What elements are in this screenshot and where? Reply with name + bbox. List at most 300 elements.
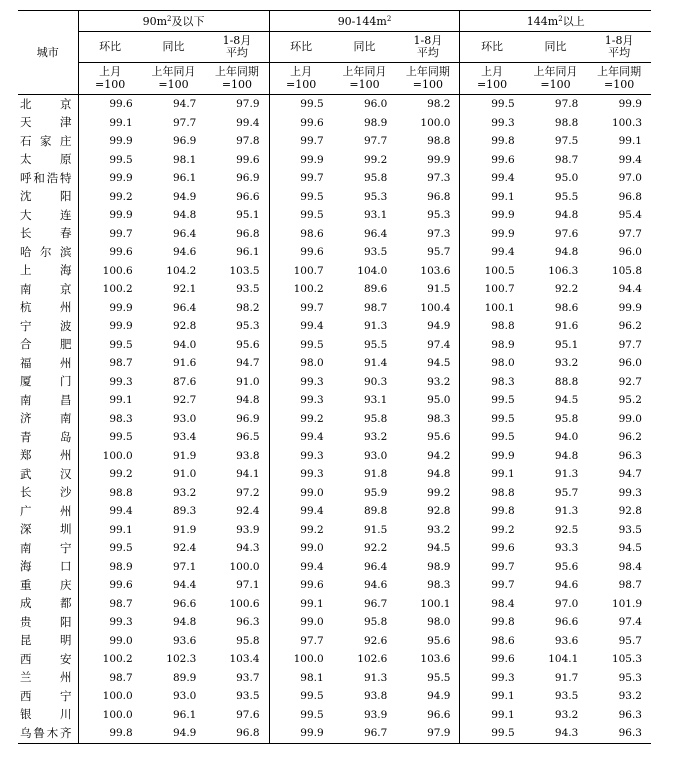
index-value: 96.3 bbox=[618, 708, 642, 721]
table-row bbox=[18, 613, 651, 632]
index-value: 95.6 bbox=[236, 338, 260, 351]
index-value: 98.8 bbox=[427, 135, 451, 147]
index-value: 99.5 bbox=[460, 391, 524, 410]
city-name: 长春 bbox=[20, 226, 72, 240]
base-label: 上年同月 bbox=[533, 65, 578, 79]
metric-label-line2: 平均 bbox=[608, 46, 631, 59]
index-value: 98.2 bbox=[236, 301, 260, 314]
index-value: 94.8 bbox=[236, 394, 260, 406]
index-value: 94.3 bbox=[236, 542, 260, 554]
index-value: 101.9 bbox=[611, 597, 642, 610]
index-value: 90.3 bbox=[363, 375, 388, 388]
index-value: 99.8 bbox=[460, 502, 524, 521]
index-value: 99.2 bbox=[269, 410, 333, 429]
index-value: 96.8 bbox=[427, 190, 451, 203]
city-name: 青岛 bbox=[20, 429, 72, 444]
city-name: 南宁 bbox=[20, 540, 72, 555]
index-value: 94.0 bbox=[554, 431, 579, 443]
index-value: 99.6 bbox=[269, 576, 333, 595]
index-value: 105.8 bbox=[611, 264, 642, 277]
table-row bbox=[18, 132, 651, 151]
index-value: 98.8 bbox=[78, 484, 142, 503]
table-row bbox=[18, 428, 651, 447]
table-row bbox=[18, 354, 651, 373]
index-value: 93.1 bbox=[363, 209, 388, 221]
index-value: 97.3 bbox=[427, 227, 451, 240]
base-label: 上月 bbox=[290, 65, 313, 79]
city-name: 济南 bbox=[20, 411, 72, 425]
index-value: 94.8 bbox=[554, 209, 579, 221]
index-value: 99.5 bbox=[460, 410, 524, 429]
table-row bbox=[18, 484, 651, 503]
index-value: 96.6 bbox=[172, 597, 197, 610]
index-value: 99.9 bbox=[460, 447, 524, 466]
index-value: 100.0 bbox=[78, 706, 142, 725]
index-value: 94.9 bbox=[427, 320, 451, 332]
table-row bbox=[18, 539, 651, 558]
index-value: 93.2 bbox=[427, 375, 451, 388]
index-value: 96.6 bbox=[554, 616, 579, 628]
index-value: 99.7 bbox=[460, 576, 524, 595]
table-row bbox=[18, 262, 651, 281]
index-value: 99.3 bbox=[269, 447, 333, 466]
metric-label-line2: 平均 bbox=[225, 46, 248, 59]
index-value: 96.1 bbox=[236, 246, 260, 258]
index-value: 99.2 bbox=[78, 465, 142, 484]
index-value: 94.0 bbox=[172, 338, 197, 351]
index-value: 93.3 bbox=[554, 542, 579, 554]
index-value: 99.7 bbox=[269, 132, 333, 151]
city-name: 厦门 bbox=[20, 374, 72, 388]
index-value: 96.6 bbox=[427, 708, 451, 721]
index-value: 100.1 bbox=[420, 597, 451, 610]
index-value: 93.2 bbox=[554, 708, 579, 721]
index-value: 103.6 bbox=[420, 653, 451, 665]
index-value: 99.1 bbox=[78, 114, 142, 133]
table-row bbox=[18, 632, 651, 651]
index-value: 96.9 bbox=[236, 412, 260, 425]
index-value: 99.9 bbox=[618, 301, 642, 314]
city-name: 大连 bbox=[20, 207, 72, 222]
base-label: 上年同期 bbox=[597, 65, 642, 79]
metric-label: 环比 bbox=[290, 39, 313, 53]
index-value: 99.6 bbox=[269, 114, 333, 133]
index-value: 96.6 bbox=[236, 190, 260, 203]
index-value: 97.4 bbox=[618, 616, 642, 628]
index-value: 96.2 bbox=[618, 320, 642, 332]
metric-label: 1-8月 bbox=[604, 33, 634, 47]
index-value: 95.2 bbox=[618, 394, 642, 406]
housing-price-index-table bbox=[18, 10, 651, 744]
base-label: 上年同月 bbox=[342, 65, 387, 79]
index-value: 98.1 bbox=[269, 669, 333, 688]
index-value: 91.6 bbox=[554, 320, 579, 332]
index-value: 100.0 bbox=[420, 116, 451, 129]
index-value: 89.8 bbox=[363, 505, 388, 517]
index-value: 93.5 bbox=[236, 283, 260, 295]
index-value: 100.0 bbox=[229, 560, 260, 573]
table-row bbox=[18, 724, 651, 743]
index-value: 93.5 bbox=[618, 523, 642, 536]
index-value: 99.4 bbox=[236, 116, 260, 129]
index-value: 95.3 bbox=[427, 209, 451, 221]
table-row bbox=[18, 706, 651, 725]
metric-label: 同比 bbox=[544, 39, 567, 53]
index-value: 99.1 bbox=[269, 595, 333, 614]
index-value: 99.3 bbox=[460, 114, 524, 133]
index-value: 99.7 bbox=[460, 558, 524, 577]
index-value: 99.9 bbox=[460, 225, 524, 244]
table-row bbox=[18, 243, 651, 262]
index-value: 95.5 bbox=[363, 338, 388, 351]
index-value: 98.9 bbox=[363, 116, 388, 129]
index-value: 98.7 bbox=[554, 153, 579, 166]
index-value: 99.9 bbox=[618, 98, 642, 110]
city-name: 合肥 bbox=[20, 337, 72, 351]
index-value: 100.2 bbox=[269, 280, 333, 299]
index-value: 95.8 bbox=[363, 412, 388, 425]
city-name: 呼和浩特 bbox=[20, 170, 72, 185]
metric-header bbox=[269, 32, 333, 63]
index-value: 94.8 bbox=[427, 468, 451, 480]
index-value: 96.3 bbox=[587, 724, 651, 743]
index-value: 99.7 bbox=[269, 299, 333, 318]
index-value: 99.3 bbox=[269, 373, 333, 392]
base-header bbox=[396, 63, 460, 95]
table-row bbox=[18, 95, 651, 114]
index-value: 99.2 bbox=[460, 521, 524, 540]
index-value: 99.1 bbox=[618, 135, 642, 147]
city-name: 海口 bbox=[20, 559, 72, 573]
index-value: 99.1 bbox=[460, 188, 524, 207]
index-value: 99.4 bbox=[78, 502, 142, 521]
index-value: 92.5 bbox=[554, 523, 579, 536]
index-value: 96.0 bbox=[363, 98, 388, 110]
table-row bbox=[18, 317, 651, 336]
table-row bbox=[18, 595, 651, 614]
city-name: 北京 bbox=[20, 96, 72, 111]
index-value: 97.7 bbox=[172, 116, 197, 129]
city-name: 石家庄 bbox=[20, 133, 72, 148]
index-value: 95.1 bbox=[236, 209, 260, 221]
index-value: 94.6 bbox=[554, 579, 579, 591]
index-value: 89.6 bbox=[363, 283, 388, 295]
index-value: 99.1 bbox=[78, 391, 142, 410]
index-value: 100.7 bbox=[269, 262, 333, 281]
index-value: 97.9 bbox=[396, 724, 460, 743]
group-header-large: $144m^2$以上 bbox=[460, 11, 651, 32]
index-value: 94.4 bbox=[618, 283, 642, 295]
index-value: 95.4 bbox=[618, 209, 642, 221]
index-value: 98.3 bbox=[460, 373, 524, 392]
base-header bbox=[142, 63, 206, 95]
index-value: 98.6 bbox=[554, 301, 579, 314]
base-header bbox=[333, 63, 397, 95]
index-value: 94.8 bbox=[554, 449, 579, 462]
index-value: 98.8 bbox=[460, 317, 524, 336]
index-value: 100.6 bbox=[78, 262, 142, 281]
base-label: 上年同期 bbox=[405, 65, 450, 79]
index-value: 99.7 bbox=[269, 169, 333, 188]
index-value: 99.5 bbox=[78, 428, 142, 447]
index-value: 93.2 bbox=[172, 486, 197, 499]
base-header bbox=[269, 63, 333, 95]
base-value: =100 bbox=[221, 77, 253, 91]
index-value: 99.4 bbox=[269, 317, 333, 336]
index-value: 92.4 bbox=[172, 542, 197, 554]
index-value: 92.8 bbox=[427, 505, 451, 517]
index-value: 100.0 bbox=[269, 650, 333, 669]
city-name: 太原 bbox=[20, 152, 72, 166]
table-row bbox=[18, 114, 651, 133]
city-name: 上海 bbox=[20, 263, 72, 277]
index-value: 98.2 bbox=[427, 98, 451, 110]
index-value: 98.9 bbox=[460, 336, 524, 355]
index-value: 91.9 bbox=[172, 523, 197, 536]
index-value: 99.5 bbox=[460, 95, 524, 114]
index-value: 99.0 bbox=[269, 484, 333, 503]
index-value: 98.0 bbox=[427, 616, 451, 628]
index-value: 91.0 bbox=[172, 468, 197, 480]
base-value: =100 bbox=[412, 77, 444, 91]
index-value: 99.5 bbox=[460, 724, 524, 743]
index-value: 99.4 bbox=[618, 153, 642, 166]
metric-label: 同比 bbox=[353, 39, 376, 53]
index-value: 98.7 bbox=[618, 579, 642, 591]
table-row bbox=[18, 151, 651, 170]
index-value: 99.6 bbox=[78, 576, 142, 595]
base-label: 上月 bbox=[481, 65, 504, 79]
index-value: 97.2 bbox=[236, 486, 260, 499]
index-value: 99.6 bbox=[269, 243, 333, 262]
city-name: 郑州 bbox=[20, 448, 72, 462]
city-name: 武汉 bbox=[20, 466, 72, 481]
index-value: 105.3 bbox=[611, 653, 642, 665]
index-value: 96.7 bbox=[333, 724, 397, 743]
index-value: 99.8 bbox=[460, 132, 524, 151]
index-value: 93.2 bbox=[618, 690, 642, 702]
table-row bbox=[18, 391, 651, 410]
index-value: 96.3 bbox=[618, 449, 642, 462]
index-value: 100.2 bbox=[78, 650, 142, 669]
index-value: 96.0 bbox=[618, 246, 642, 258]
index-value: 87.6 bbox=[172, 375, 197, 388]
index-value: 94.7 bbox=[172, 98, 197, 110]
index-value: 91.0 bbox=[236, 375, 260, 388]
index-value: 91.4 bbox=[363, 357, 388, 369]
index-value: 93.5 bbox=[236, 690, 260, 702]
index-value: 91.8 bbox=[363, 468, 388, 480]
base-header bbox=[587, 63, 651, 95]
city-name: 宁波 bbox=[20, 318, 72, 333]
metric-label: 1-8月 bbox=[222, 33, 252, 47]
index-value: 99.0 bbox=[78, 632, 142, 651]
index-value: 98.1 bbox=[172, 153, 197, 166]
table-row bbox=[18, 502, 651, 521]
index-value: 92.6 bbox=[363, 634, 388, 647]
index-value: 94.5 bbox=[554, 394, 579, 406]
city-name: 南昌 bbox=[20, 392, 72, 407]
table-row bbox=[18, 373, 651, 392]
index-value: 99.5 bbox=[460, 428, 524, 447]
base-label: 上年同月 bbox=[151, 65, 196, 79]
index-value: 99.9 bbox=[269, 724, 333, 743]
index-value: 94.5 bbox=[427, 357, 451, 369]
index-value: 103.6 bbox=[420, 264, 451, 277]
index-value: 103.5 bbox=[229, 264, 260, 277]
base-value: =100 bbox=[604, 77, 635, 91]
index-value: 93.2 bbox=[427, 523, 451, 536]
index-value: 100.3 bbox=[611, 116, 642, 129]
index-value: 96.8 bbox=[236, 227, 260, 240]
index-value: 95.8 bbox=[363, 172, 388, 184]
index-value: 99.2 bbox=[363, 153, 388, 166]
base-value: =100 bbox=[285, 77, 317, 91]
index-value: 99.9 bbox=[78, 169, 142, 188]
index-value: 99.5 bbox=[269, 706, 333, 725]
index-value: 97.1 bbox=[236, 579, 260, 591]
index-value: 93.6 bbox=[554, 634, 579, 647]
index-value: 97.7 bbox=[363, 135, 388, 147]
city-name: 沈阳 bbox=[20, 189, 72, 203]
table-row bbox=[18, 687, 651, 706]
index-value: 92.1 bbox=[172, 283, 197, 295]
index-value: 100.0 bbox=[78, 687, 142, 706]
group-header-medium: $90-144m^2$ bbox=[269, 11, 460, 32]
index-value: 98.0 bbox=[460, 354, 524, 373]
city-name: 广州 bbox=[20, 503, 72, 518]
base-header bbox=[78, 63, 142, 95]
index-value: 99.6 bbox=[78, 243, 142, 262]
table-row bbox=[18, 188, 651, 207]
index-value: 92.8 bbox=[618, 505, 642, 517]
index-value: 92.2 bbox=[554, 283, 579, 295]
base-value: =100 bbox=[158, 77, 189, 91]
table-row bbox=[18, 169, 651, 188]
index-value: 97.9 bbox=[236, 98, 260, 110]
index-value: 99.9 bbox=[78, 299, 142, 318]
index-value: 93.4 bbox=[172, 431, 197, 443]
index-value: 94.7 bbox=[236, 357, 260, 369]
index-value: 98.3 bbox=[427, 579, 451, 591]
index-value: 99.6 bbox=[460, 151, 524, 170]
index-value: 94.5 bbox=[427, 542, 451, 554]
index-value: 91.3 bbox=[363, 671, 388, 684]
index-value: 99.6 bbox=[236, 153, 260, 166]
index-value: 98.9 bbox=[427, 560, 451, 573]
index-value: 98.7 bbox=[78, 354, 142, 373]
index-value: 99.1 bbox=[460, 687, 524, 706]
index-value: 95.6 bbox=[427, 431, 451, 443]
metric-header bbox=[333, 32, 397, 63]
table-row bbox=[18, 206, 651, 225]
index-value: 95.6 bbox=[427, 634, 451, 647]
city-name: 兰州 bbox=[20, 670, 72, 684]
city-name: 西安 bbox=[20, 651, 72, 666]
index-value: 99.1 bbox=[78, 521, 142, 540]
table-row bbox=[18, 465, 651, 484]
index-value: 88.8 bbox=[554, 375, 579, 388]
index-value: 93.5 bbox=[554, 690, 579, 702]
index-value: 94.7 bbox=[618, 468, 642, 480]
index-value: 104.1 bbox=[548, 653, 579, 665]
index-value: 96.9 bbox=[236, 172, 260, 184]
index-value: 98.7 bbox=[363, 301, 388, 314]
table-row bbox=[18, 299, 651, 318]
index-value: 93.0 bbox=[363, 449, 388, 462]
index-value: 92.4 bbox=[236, 505, 260, 517]
index-value: 91.3 bbox=[554, 468, 579, 480]
city-name: 哈尔滨 bbox=[20, 244, 72, 259]
index-value: 97.3 bbox=[427, 172, 451, 184]
index-value: 97.8 bbox=[554, 98, 579, 110]
index-value: 99.6 bbox=[460, 650, 524, 669]
index-value: 99.3 bbox=[78, 373, 142, 392]
index-value: 99.8 bbox=[78, 724, 142, 743]
index-value: 96.4 bbox=[172, 227, 197, 240]
index-value: 99.5 bbox=[269, 206, 333, 225]
index-value: 93.6 bbox=[172, 634, 197, 647]
city-name: 福州 bbox=[20, 355, 72, 370]
index-value: 94.2 bbox=[427, 449, 451, 462]
index-value: 94.3 bbox=[524, 724, 588, 743]
index-value: 97.7 bbox=[269, 632, 333, 651]
city-name: 长沙 bbox=[20, 485, 72, 499]
index-value: 91.9 bbox=[172, 449, 197, 462]
index-value: 95.8 bbox=[236, 634, 260, 647]
index-value: 96.2 bbox=[618, 431, 642, 443]
index-value: 91.5 bbox=[427, 283, 451, 295]
index-value: 93.7 bbox=[236, 671, 260, 684]
index-value: 93.2 bbox=[554, 357, 579, 369]
metric-header bbox=[524, 32, 588, 63]
index-value: 99.9 bbox=[78, 317, 142, 336]
index-value: 95.8 bbox=[363, 616, 388, 628]
index-value: 97.6 bbox=[236, 708, 260, 721]
index-value: 96.3 bbox=[236, 616, 260, 628]
index-value: 99.3 bbox=[460, 669, 524, 688]
index-value: 93.0 bbox=[172, 412, 197, 425]
city-name: 南京 bbox=[20, 281, 72, 296]
index-value: 93.9 bbox=[363, 708, 388, 721]
index-value: 99.4 bbox=[460, 169, 524, 188]
index-value: 94.5 bbox=[618, 542, 642, 554]
index-value: 99.3 bbox=[269, 465, 333, 484]
index-value: 92.7 bbox=[618, 375, 642, 388]
city-name: 成都 bbox=[20, 596, 72, 610]
index-value: 98.4 bbox=[618, 560, 642, 573]
table-row bbox=[18, 521, 651, 540]
table-row bbox=[18, 336, 651, 355]
index-value: 99.0 bbox=[618, 412, 642, 425]
table-row bbox=[18, 558, 651, 577]
index-value: 99.5 bbox=[269, 687, 333, 706]
index-value: 93.0 bbox=[172, 690, 197, 702]
index-value: 95.3 bbox=[618, 671, 642, 684]
index-value: 98.8 bbox=[460, 484, 524, 503]
index-value: 102.3 bbox=[166, 653, 197, 665]
index-value: 99.5 bbox=[78, 336, 142, 355]
index-value: 93.2 bbox=[363, 431, 388, 443]
table-row bbox=[18, 669, 651, 688]
index-value: 97.1 bbox=[172, 560, 197, 573]
index-value: 99.4 bbox=[269, 502, 333, 521]
index-value: 99.9 bbox=[460, 206, 524, 225]
index-value: 96.1 bbox=[172, 708, 197, 721]
metric-header bbox=[587, 32, 651, 63]
index-value: 93.8 bbox=[236, 449, 260, 462]
table-row bbox=[18, 447, 651, 466]
